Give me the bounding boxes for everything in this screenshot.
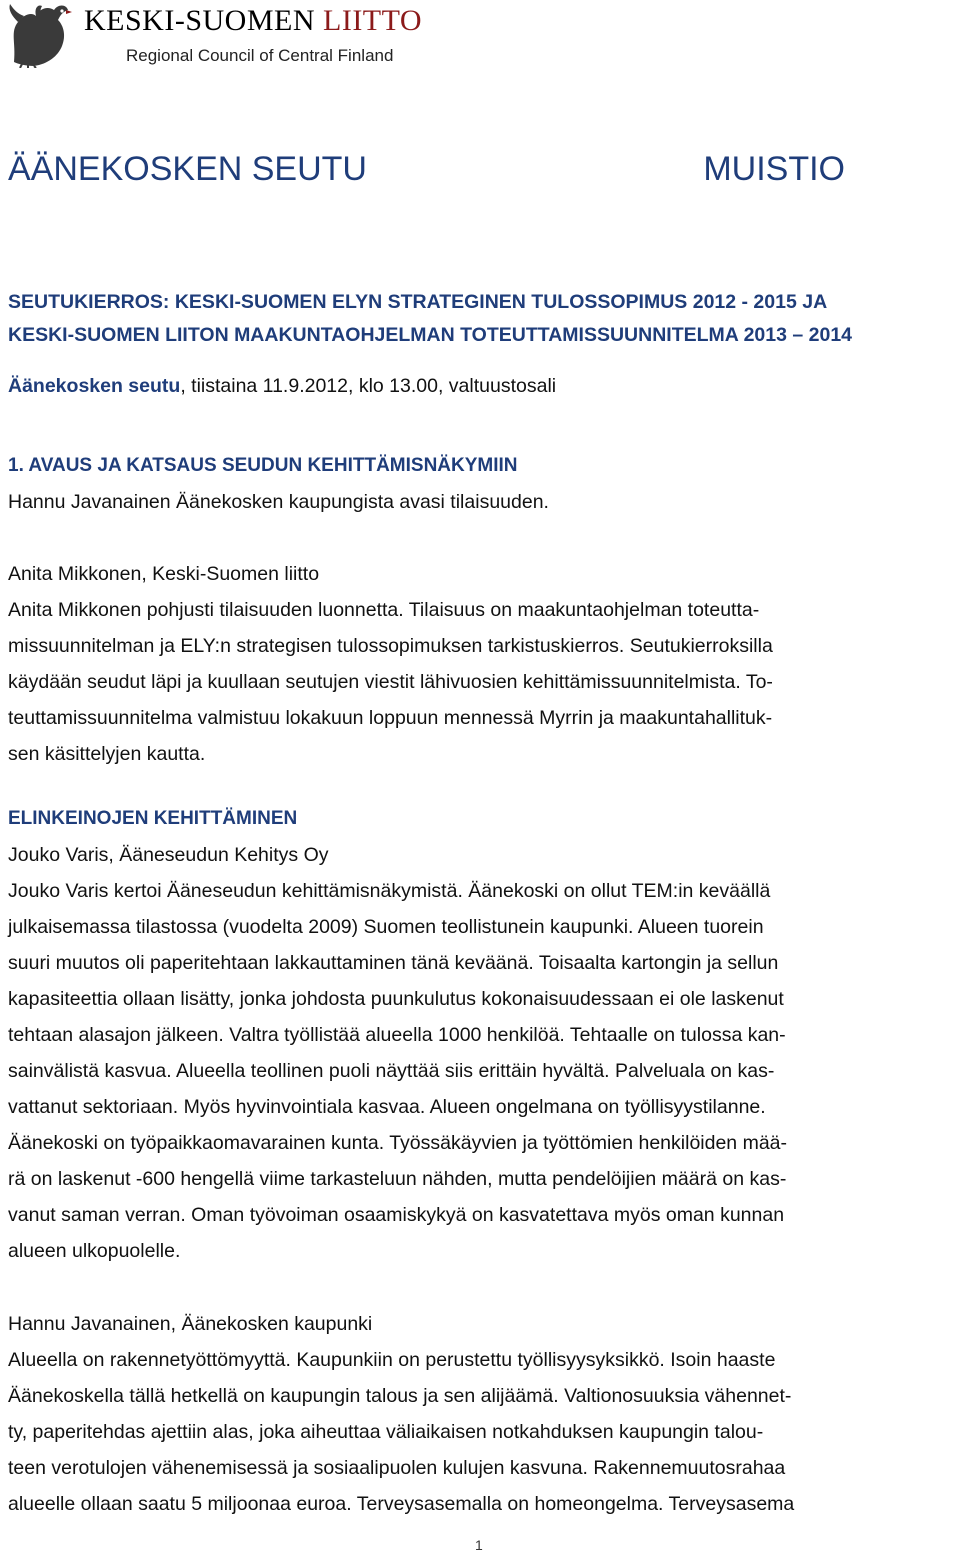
organization-name: KESKI-SUOMEN LIITTO xyxy=(84,4,423,37)
meeting-info xyxy=(8,375,556,398)
paragraph-line: julkaisemassa tilastossa (vuodelta 2009) Suomen teollistunein kaupunki. Alueen tuorein xyxy=(8,916,764,938)
speaker-name: Jouko Varis, Ääneseudun Kehitys Oy xyxy=(8,844,329,866)
speaker-name: Anita Mikkonen, Keski-Suomen liitto xyxy=(8,563,320,585)
section-line: Hannu Javanainen Äänekosken kaupungista avasi tilaisuuden. xyxy=(8,491,549,513)
section-title: 1. AVAUS JA KATSAUS SEUDUN KEHITTÄMISNÄKYMIIN xyxy=(8,455,518,476)
meeting-details: , tiistaina 11.9.2012, klo 13.00, valtuustosali xyxy=(180,375,557,397)
organization-logo xyxy=(4,2,444,68)
region-title: ÄÄNEKOSKEN SEUTU xyxy=(8,150,367,188)
section-business-development xyxy=(8,801,952,1269)
paragraph-line: suuri muutos oli paperitehtaan lakkauttaminen tänä keväänä. Toisaalta kartongin ja sellun xyxy=(8,952,779,974)
paragraph-line: rä on laskenut -600 hengellä viime tarkasteluun nähden, mutta pendelöijien määrä on kas- xyxy=(8,1168,787,1190)
paragraph-line: teuttamissuunnitelma valmistuu lokakuun loppuun mennessä Myrrin ja maakuntahallituk- xyxy=(8,707,773,729)
paragraph-line: Äänekoskella tällä hetkellä on kaupungin talous ja sen alijäämä. Valtionosuuksia vähennet- xyxy=(8,1385,792,1407)
paragraph-line: Alueella on rakennetyöttömyyttä. Kaupunkiin on perustettu työllisyysyksikkö. Isoin haaste xyxy=(8,1349,776,1371)
paragraph-line: alueen ulkopuolelle. xyxy=(8,1240,181,1262)
subtitle-line-1: SEUTUKIERROS: KESKI-SUOMEN ELYN STRATEGINEN TULOSSOPIMUS 2012 - 2015 JA xyxy=(8,291,828,313)
paragraph-line: Jouko Varis kertoi Ääneseudun kehittämisnäkymistä. Äänekoski on ollut TEM:in keväällä xyxy=(8,880,771,902)
paragraph-line: teen verotulojen vähenemisessä ja sosiaalipuolen kulujen kasvuna. Rakennemuutosrahaa xyxy=(8,1457,786,1479)
section-javanainen xyxy=(8,1306,952,1522)
page-number: 1 xyxy=(475,1537,483,1553)
paragraph-line: ty, paperitehdas ajettiin alas, joka aiheuttaa väliaikaisen notkahduksen kaupungin talou- xyxy=(8,1421,764,1443)
paragraph-line: Äänekoski on työpaikkaomavarainen kunta. Työssäkäyvien ja työttömien henkilöiden mää- xyxy=(8,1132,788,1154)
meeting-place: Äänekosken seutu xyxy=(8,375,181,397)
section-opening xyxy=(8,448,952,520)
capercaillie-bird-icon xyxy=(4,2,76,68)
paragraph-line: sen käsittelyjen kautta. xyxy=(8,743,206,765)
paragraph-line: tehtaan alasajon jälkeen. Valtra työllistää alueella 1000 henkilöä. Tehtaalle on tulossa kan- xyxy=(8,1024,786,1046)
paragraph-line: käydään seudut läpi ja kuullaan seutujen viestit lähivuosien kehittämissuunnitelmista. To- xyxy=(8,671,773,693)
paragraph-line: vanut saman verran. Oman työvoiman osaamiskykyä on kasvatettava myös oman kunnan xyxy=(8,1204,785,1226)
paragraph-line: Anita Mikkonen pohjusti tilaisuuden luonnetta. Tilaisuus on maakuntaohjelman toteutta- xyxy=(8,599,760,621)
organization-subtitle: Regional Council of Central Finland xyxy=(126,46,394,65)
paragraph-line: missuunnitelman ja ELY:n strategisen tulossopimuksen tarkistuskierros. Seutukierroksilla xyxy=(8,635,773,657)
paragraph-line: alueelle ollaan saatu 5 miljoonaa euroa. Terveysasemalla on homeongelma. Terveysasema xyxy=(8,1493,795,1515)
section-mikkonen xyxy=(8,556,952,772)
document-type: MUISTIO xyxy=(703,150,845,188)
paragraph-line: kapasiteettia ollaan lisätty, jonka johdosta puunkulutus kokonaisuudessaan ei ole laskenut xyxy=(8,988,784,1010)
document-header xyxy=(8,150,845,189)
paragraph-line: sainvälistä kasvua. Alueella teollinen puoli näyttää siis erittäin hyvältä. Palveluala on kas- xyxy=(8,1060,775,1082)
section-title: ELINKEINOJEN KEHITTÄMINEN xyxy=(8,808,298,829)
document-subtitle xyxy=(8,286,958,352)
speaker-name: Hannu Javanainen, Äänekosken kaupunki xyxy=(8,1313,373,1335)
subtitle-line-2: KESKI-SUOMEN LIITON MAAKUNTAOHJELMAN TOTEUTTAMISSUUNNITELMA 2013 – 2014 xyxy=(8,324,853,346)
paragraph-line: vattanut sektoriaan. Myös hyvinvointiala kasvaa. Alueen ongelmana on työllisyystilanne. xyxy=(8,1096,766,1118)
